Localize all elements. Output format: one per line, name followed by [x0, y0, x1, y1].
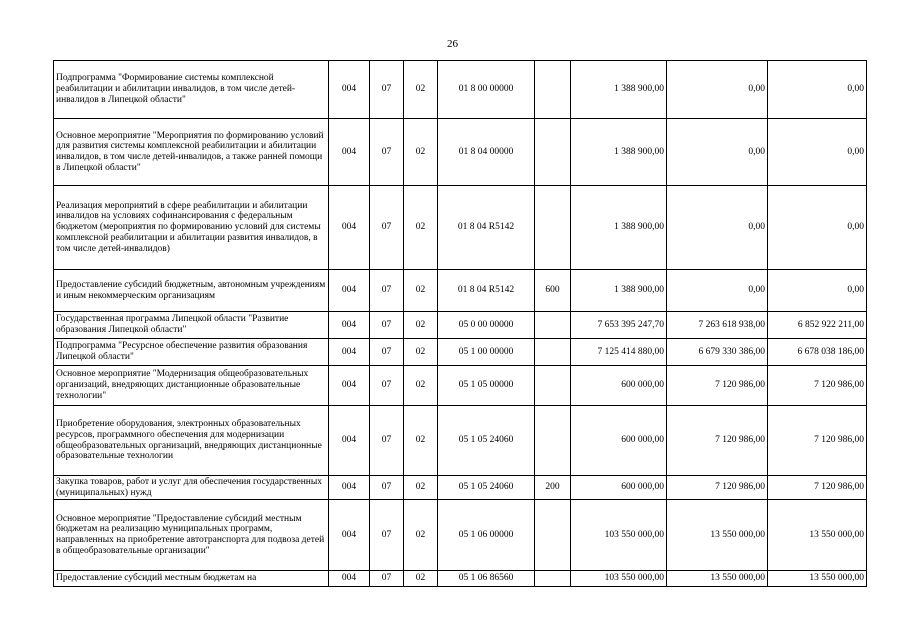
section-code: 07 [370, 61, 404, 119]
sum-year-3: 0,00 [768, 119, 867, 186]
section-code: 07 [370, 312, 404, 339]
expense-type-code [535, 366, 571, 406]
table-row [54, 366, 867, 406]
subsection-code: 02 [404, 366, 438, 406]
section-code: 07 [370, 500, 404, 571]
sum-year-2: 0,00 [667, 270, 768, 312]
subsection-code: 02 [404, 500, 438, 571]
section-code: 07 [370, 571, 404, 587]
section-code: 07 [370, 186, 404, 270]
row-name: Государственная программа Липецкой области "Развитие образования Липецкой области" [54, 312, 329, 339]
row-name: Основное мероприятие "Предоставление субсидий местным бюджетам на реализацию муниципальных программ, направленных на приобретение автотранспорта для подвоза детей в общеобразовательные организации" [54, 500, 329, 571]
expense-type-code [535, 312, 571, 339]
table-row [54, 500, 867, 571]
row-name: Основное мероприятие "Модернизация общеобразовательных организаций, внедряющих дистанционные образовательные технологии" [54, 366, 329, 406]
sum-year-1: 7 125 414 880,00 [571, 339, 667, 366]
table-row [54, 119, 867, 186]
sum-year-2: 13 550 000,00 [667, 500, 768, 571]
row-name: Подпрограмма "Формирование системы комплексной реабилитации и абилитации инвалидов, в том числе детей-инвалидов в Липецкой области" [54, 61, 329, 119]
table-row [54, 571, 867, 587]
admin-code: 004 [329, 270, 370, 312]
sum-year-3: 6 678 038 186,00 [768, 339, 867, 366]
subsection-code: 02 [404, 61, 438, 119]
expense-type-code [535, 339, 571, 366]
admin-code: 004 [329, 312, 370, 339]
admin-code: 004 [329, 339, 370, 366]
sum-year-3: 13 550 000,00 [768, 500, 867, 571]
sum-year-3: 0,00 [768, 61, 867, 119]
table-row [54, 312, 867, 339]
sum-year-1: 600 000,00 [571, 476, 667, 500]
sum-year-2: 0,00 [667, 119, 768, 186]
sum-year-2: 13 550 000,00 [667, 571, 768, 587]
sum-year-2: 7 120 986,00 [667, 476, 768, 500]
sum-year-3: 0,00 [768, 270, 867, 312]
sum-year-2: 0,00 [667, 186, 768, 270]
sum-year-1: 1 388 900,00 [571, 119, 667, 186]
subsection-code: 02 [404, 119, 438, 186]
expense-type-code [535, 406, 571, 476]
table-row [54, 339, 867, 366]
subsection-code: 02 [404, 186, 438, 270]
budget-table [53, 60, 867, 587]
admin-code: 004 [329, 186, 370, 270]
expense-type-code [535, 119, 571, 186]
sum-year-3: 13 550 000,00 [768, 571, 867, 587]
sum-year-3: 7 120 986,00 [768, 366, 867, 406]
subsection-code: 02 [404, 339, 438, 366]
section-code: 07 [370, 406, 404, 476]
admin-code: 004 [329, 61, 370, 119]
sum-year-3: 7 120 986,00 [768, 476, 867, 500]
sum-year-2: 7 120 986,00 [667, 366, 768, 406]
target-article-code: 05 0 00 00000 [438, 312, 535, 339]
row-name: Основное мероприятие "Мероприятия по формированию условий для развития системы комплексной реабилитации и абилитации инвалидов, в том числе детей-инвалидов, а также ранней помощи в Липецкой области" [54, 119, 329, 186]
admin-code: 004 [329, 500, 370, 571]
table-row [54, 476, 867, 500]
target-article-code: 05 1 05 00000 [438, 366, 535, 406]
sum-year-1: 1 388 900,00 [571, 270, 667, 312]
sum-year-1: 600 000,00 [571, 366, 667, 406]
table-row [54, 406, 867, 476]
expense-type-code: 200 [535, 476, 571, 500]
section-code: 07 [370, 476, 404, 500]
expense-type-code [535, 500, 571, 571]
row-name: Подпрограмма "Ресурсное обеспечение развития образования Липецкой области" [54, 339, 329, 366]
expense-type-code: 600 [535, 270, 571, 312]
sum-year-3: 6 852 922 211,00 [768, 312, 867, 339]
section-code: 07 [370, 119, 404, 186]
subsection-code: 02 [404, 476, 438, 500]
row-name: Приобретение оборудования, электронных образовательных ресурсов, программного обеспечения для модернизации общеобразовательных организаций, внедряющих дистанционные образовательные технологии [54, 406, 329, 476]
section-code: 07 [370, 270, 404, 312]
target-article-code: 05 1 05 24060 [438, 476, 535, 500]
table-row [54, 61, 867, 119]
sum-year-2: 7 120 986,00 [667, 406, 768, 476]
target-article-code: 05 1 06 00000 [438, 500, 535, 571]
admin-code: 004 [329, 406, 370, 476]
subsection-code: 02 [404, 270, 438, 312]
sum-year-1: 600 000,00 [571, 406, 667, 476]
table-row [54, 186, 867, 270]
sum-year-3: 7 120 986,00 [768, 406, 867, 476]
row-name: Предоставление субсидий бюджетным, автономным учреждениям и иным некоммерческим организациям [54, 270, 329, 312]
sum-year-2: 6 679 330 386,00 [667, 339, 768, 366]
admin-code: 004 [329, 476, 370, 500]
admin-code: 004 [329, 119, 370, 186]
sum-year-1: 1 388 900,00 [571, 186, 667, 270]
subsection-code: 02 [404, 571, 438, 587]
table-row [54, 270, 867, 312]
sum-year-2: 7 263 618 938,00 [667, 312, 768, 339]
sum-year-1: 103 550 000,00 [571, 500, 667, 571]
expense-type-code [535, 186, 571, 270]
row-name: Реализация мероприятий в сфере реабилитации и абилитации инвалидов на условиях софинансирования с федеральным бюджетом (мероприятия по формированию условий для системы комплексной реабилитации и абилитации развития инвалидов, в том числе детей-инвалидов) [54, 186, 329, 270]
admin-code: 004 [329, 366, 370, 406]
sum-year-2: 0,00 [667, 61, 768, 119]
sum-year-1: 7 653 395 247,70 [571, 312, 667, 339]
target-article-code: 01 8 00 00000 [438, 61, 535, 119]
sum-year-3: 0,00 [768, 186, 867, 270]
section-code: 07 [370, 366, 404, 406]
row-name: Закупка товаров, работ и услуг для обеспечения государственных (муниципальных) нужд [54, 476, 329, 500]
sum-year-1: 1 388 900,00 [571, 61, 667, 119]
target-article-code: 01 8 04 R5142 [438, 270, 535, 312]
subsection-code: 02 [404, 406, 438, 476]
admin-code: 004 [329, 571, 370, 587]
target-article-code: 05 1 05 24060 [438, 406, 535, 476]
subsection-code: 02 [404, 312, 438, 339]
section-code: 07 [370, 339, 404, 366]
sum-year-1: 103 550 000,00 [571, 571, 667, 587]
target-article-code: 01 8 04 00000 [438, 119, 535, 186]
target-article-code: 05 1 00 00000 [438, 339, 535, 366]
expense-type-code [535, 571, 571, 587]
target-article-code: 01 8 04 R5142 [438, 186, 535, 270]
expense-type-code [535, 61, 571, 119]
page-number: 26 [447, 38, 458, 50]
row-name: Предоставление субсидий местным бюджетам на [54, 571, 329, 587]
target-article-code: 05 1 06 86560 [438, 571, 535, 587]
